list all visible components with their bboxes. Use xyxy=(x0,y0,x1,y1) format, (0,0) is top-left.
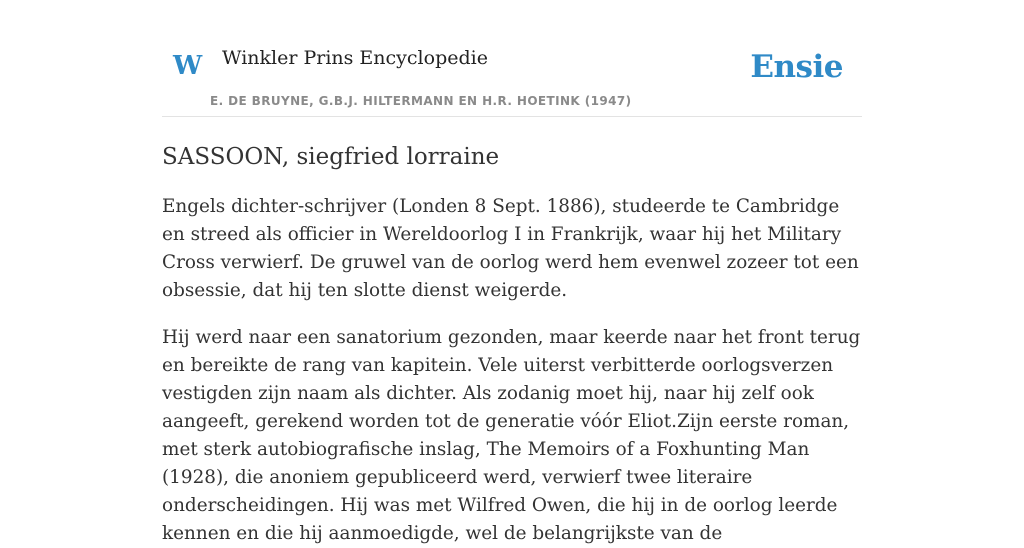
brand-logo[interactable]: Ensie xyxy=(750,49,843,85)
publication-authors: E. DE BRUYNE, G.B.J. HILTERMANN EN H.R. HOETINK (1947) xyxy=(210,94,632,108)
publication-title[interactable]: Winkler Prins Encyclopedie xyxy=(222,47,488,69)
publication-logo-icon[interactable]: W xyxy=(173,51,203,81)
article-paragraph: Engels dichter-schrijver (Londen 8 Sept. 1886), studeerde te Cambridge en streed als officier in Wereldoorlog I in Frankrijk, waar hij het Military Cross verwierf. De gruwel van de oorlog werd hem evenwel zozeer tot een obsessie, dat hij ten slotte dienst weigerde. xyxy=(162,195,859,301)
article-title: SASSOON, siegfried lorraine xyxy=(162,144,500,170)
article-paragraph: Hij werd naar een sanatorium gezonden, maar keerde naar het front terug en bereikte de rang van kapitein. Vele uiterst verbitterde oorlogsverzen vestigden zijn naam als dichter. Als zodanig moet hij, naar hij zelf ook aangeeft, gerekend worden tot de generatie vóór Eliot.Zijn eerste roman, met sterk autobiografische inslag, The Memoirs of a Foxhunting Man (1928), die anoniem gepubliceerd werd, verwierf twee literaire onderscheidingen. Hij was met Wilfred Owen, die hij in de oorlog leerde kennen en die hij aanmoedigde, wel de belangrijkste van de xyxy=(162,326,861,544)
article-card xyxy=(162,0,862,548)
header xyxy=(162,0,862,117)
